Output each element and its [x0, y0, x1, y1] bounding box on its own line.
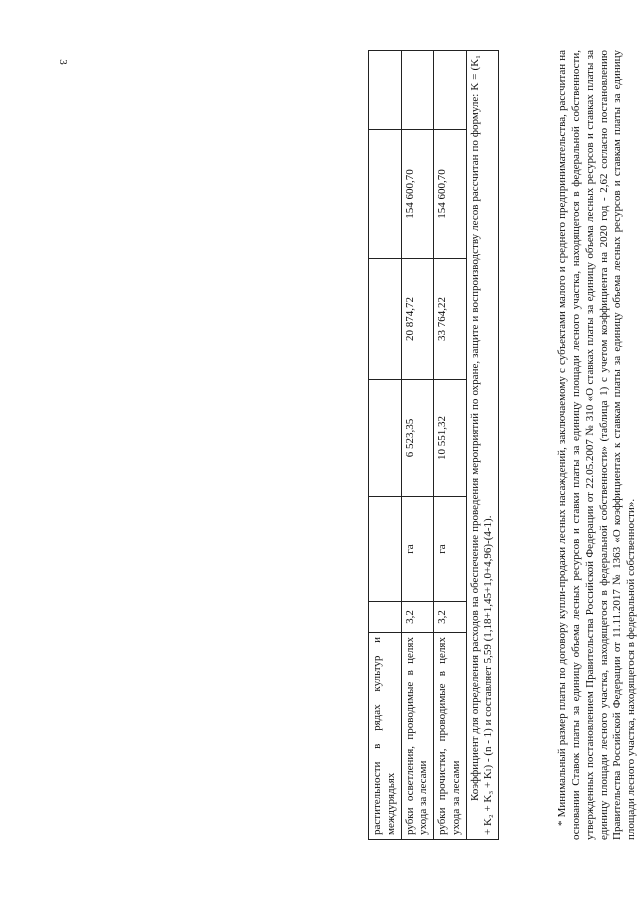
- footnote-text: * Минимальный размер платы по договору купли-продажи лесных насаждений, заключаемому с субъектами малого и среднего предпринимательства, рассчитан на основании Ставок платы за единицу объема лесных ресурсов и ставки платы за единицу площади лесного участка, находящегося в федеральной собственности, утвержденных постановлением Правительства Российской Федерации от 22.05.2007 № 310 «О ставках платы за единицу объема лесных ресурсов и ставках платы за единицу площади лесного участка, находящегося в федеральной собственности» (таблица 1) с учетом коэффициента на 2020 год - 2,62 согласно постановлению Правительства Российской Федерации от 11.11.2017 № 1363 «О коэффициентах к ставкам платы за единицу объема лесных ресурсов и ставкам платы за единицу площади лесного участка, находящегося в федеральной собственности».: [556, 50, 638, 840]
- cell-value-1: 10 551,32: [434, 380, 467, 497]
- cell-empty: [401, 51, 434, 130]
- table-note: [466, 51, 499, 840]
- coefficient-note: Коэффициент для определения расходов на обеспечение проведения мероприятий по охране, защите и воспроизводству лесов рассчитан по формуле: K = (K₁ + K₂ + K₃ + Kₗ) - (n - 1) и составляет 5,59 (1,18+1,45+1,0+4,96)-(4-1).: [468, 55, 495, 835]
- footnote: [556, 50, 639, 840]
- cell-value-1: 6 523,35: [401, 380, 434, 497]
- cell-name: растительности в рядах культур и междурядьях: [369, 633, 402, 840]
- cell-value-3: [369, 130, 402, 259]
- cell-name: рубки осветления, проводимые в целях ухода за лесами: [401, 633, 434, 840]
- cell-value-1: [369, 380, 402, 497]
- cell-unit: га: [401, 497, 434, 602]
- table-row: [401, 51, 434, 840]
- cell-empty: [434, 51, 467, 130]
- cell-value-2: 20 874,72: [401, 259, 434, 380]
- cell-unit: [369, 497, 402, 602]
- cell-value-2: 33 764,22: [434, 259, 467, 380]
- cell-value-3: 154 600,70: [434, 130, 467, 259]
- cell-empty: [369, 51, 402, 130]
- cell-value-3: 154 600,70: [401, 130, 434, 259]
- cell-unit: га: [434, 497, 467, 602]
- table-row: [434, 51, 467, 840]
- cell-code: 3,2: [401, 602, 434, 633]
- cell-value-2: [369, 259, 402, 380]
- rotated-content: [368, 50, 639, 840]
- cell-code: 3,2: [434, 602, 467, 633]
- page-number: 3: [56, 59, 69, 65]
- cell-name: рубки прочистки, проводимые в целях ухода за лесами: [434, 633, 467, 840]
- cell-code: [369, 602, 402, 633]
- rates-table: [368, 50, 499, 840]
- table-note-row: [466, 51, 499, 840]
- table-row: [369, 51, 402, 840]
